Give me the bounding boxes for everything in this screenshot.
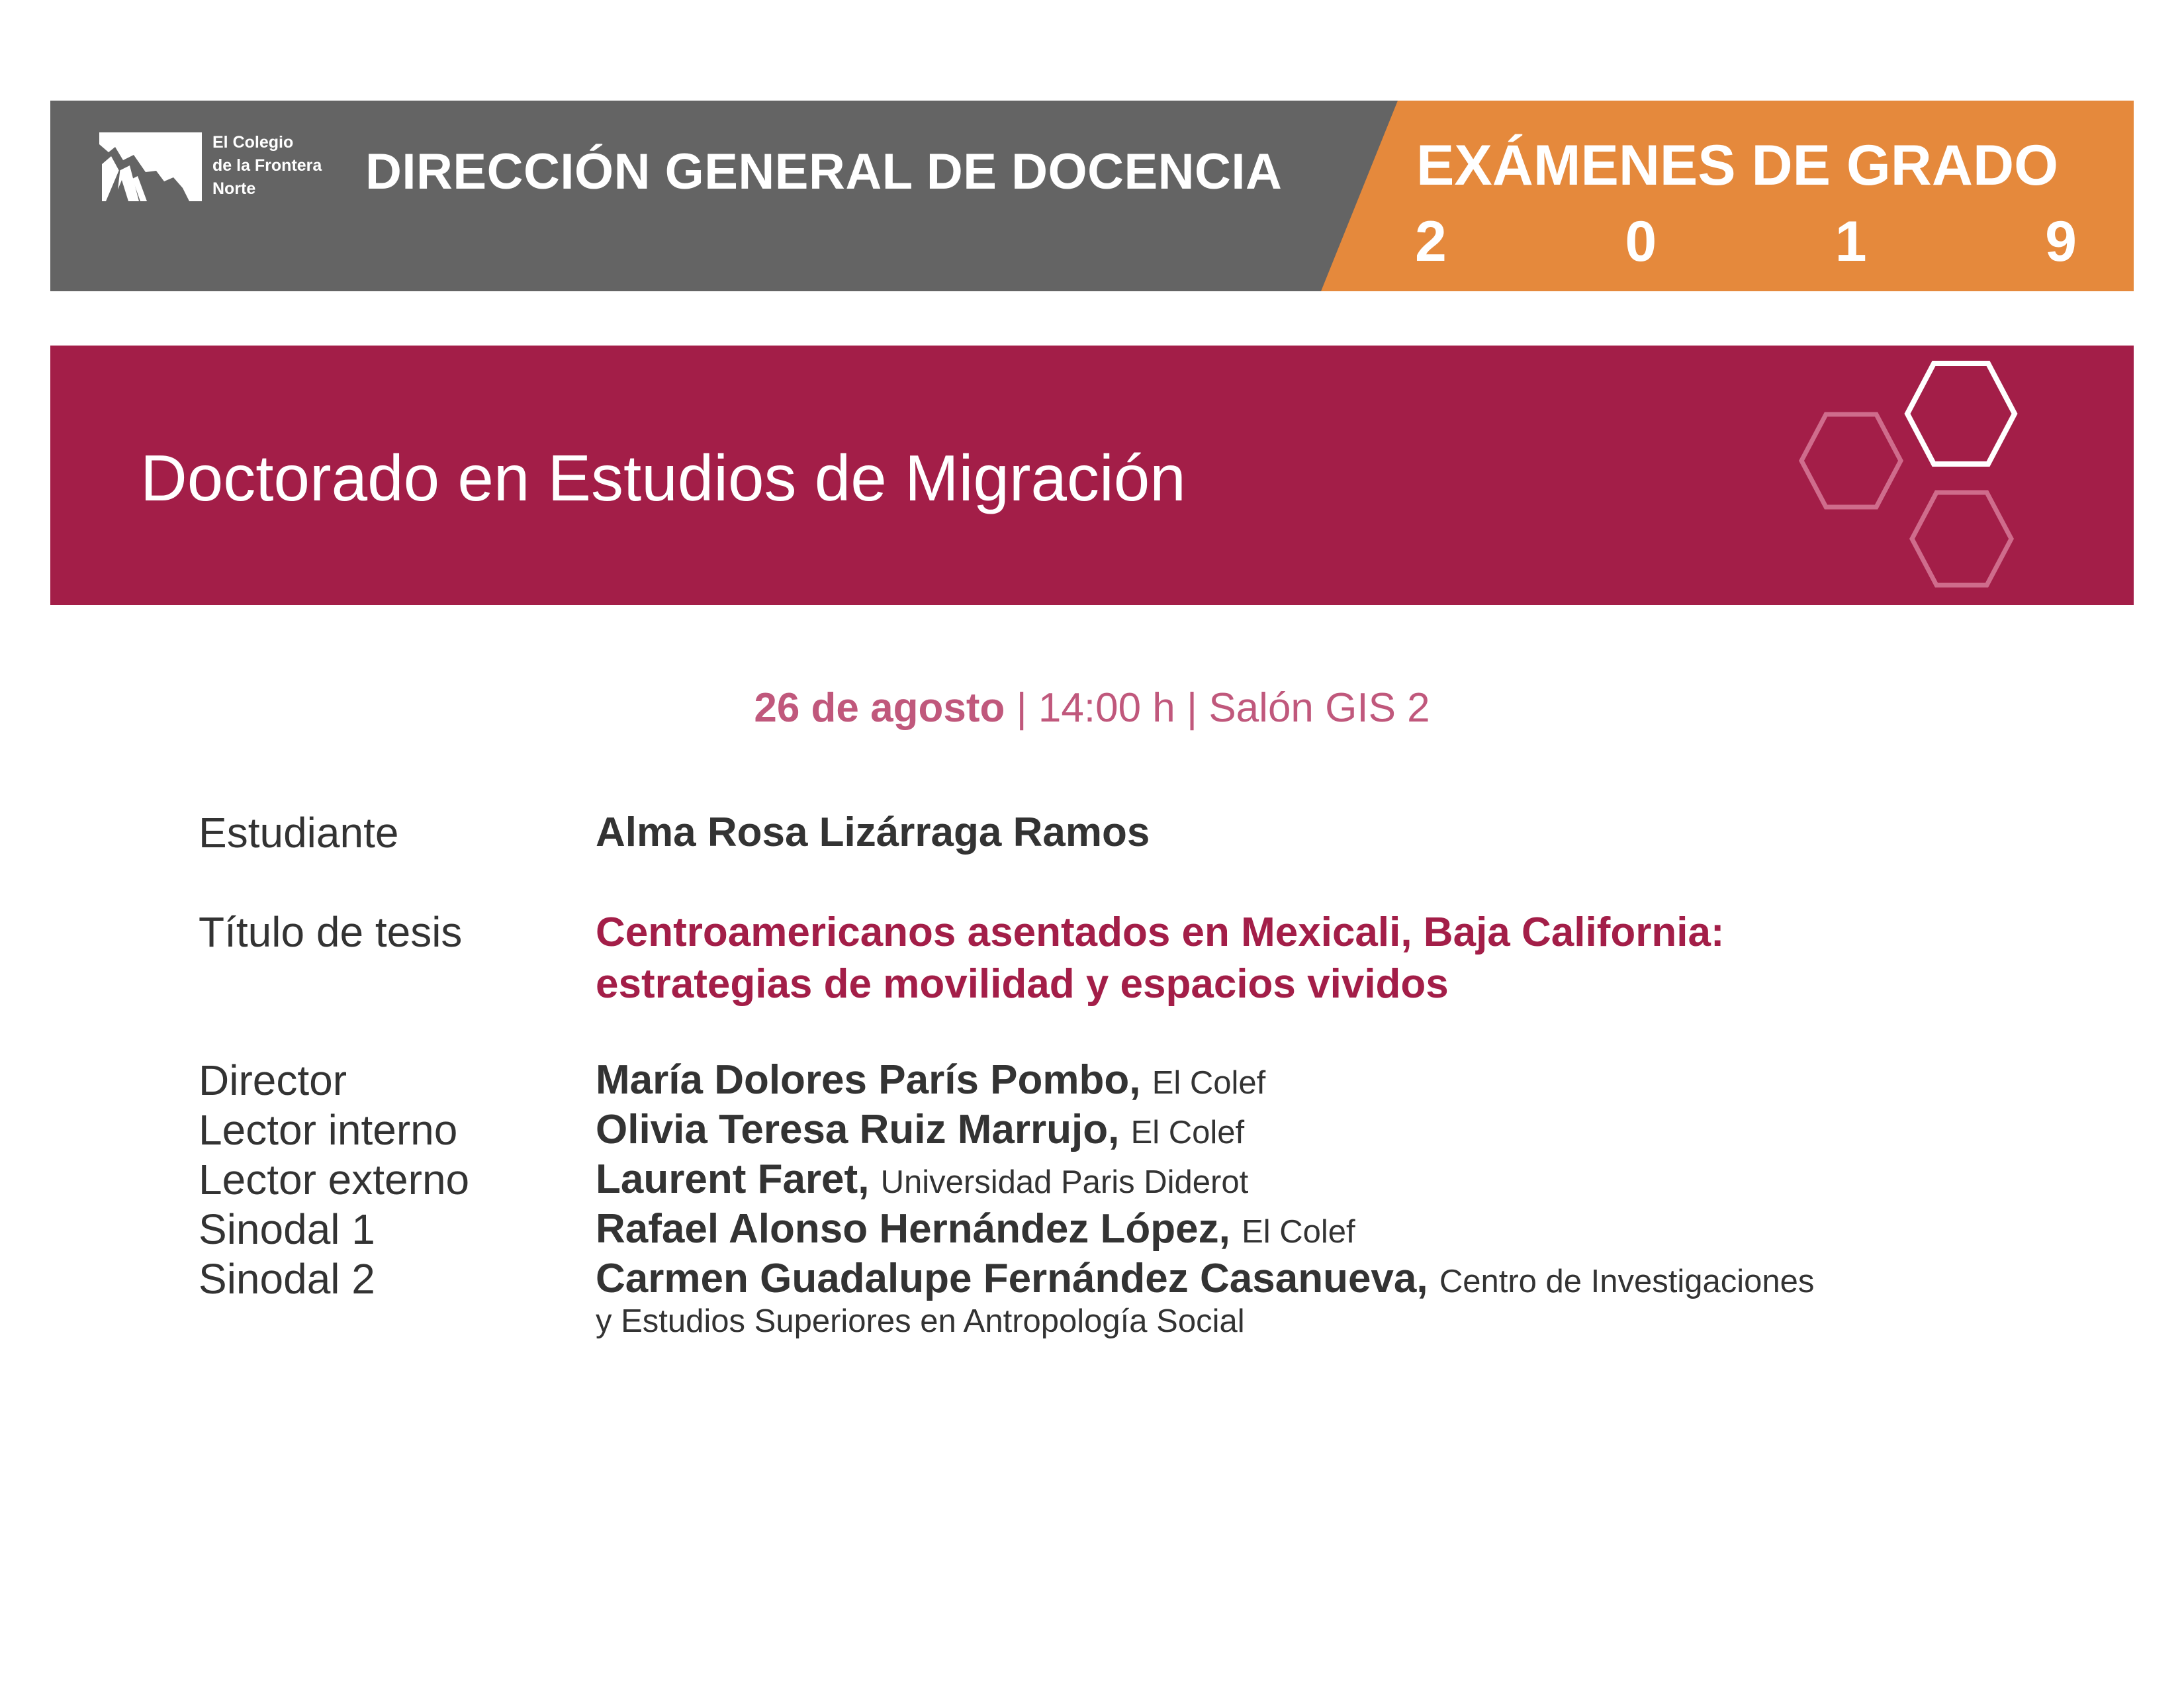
member-institution: El Colef bbox=[1130, 1115, 1245, 1150]
member-institution: Universidad Paris Diderot bbox=[880, 1164, 1249, 1200]
hexagon-outline-icon bbox=[1909, 490, 2014, 588]
committee-member bbox=[596, 1105, 1244, 1158]
committee-member bbox=[596, 1055, 1265, 1108]
member-institution: Centro de Investigaciones bbox=[1439, 1264, 1815, 1299]
committee-member bbox=[596, 1254, 1814, 1307]
thesis-title bbox=[596, 907, 1725, 1010]
logo-line: Norte bbox=[212, 179, 256, 198]
year-digit: 1 bbox=[1835, 210, 1867, 273]
committee-role: Lector interno bbox=[199, 1106, 458, 1154]
student-name: Alma Rosa Lizárraga Ramos bbox=[596, 810, 1150, 855]
member-name: Carmen Guadalupe Fernández Casanueva, bbox=[596, 1256, 1428, 1301]
committee-role: Sinodal 2 bbox=[199, 1255, 375, 1303]
year-digit: 2 bbox=[1415, 210, 1447, 273]
hexagon-outline-icon bbox=[1799, 412, 1903, 510]
thesis-line: estrategias de movilidad y espacios vividos bbox=[596, 961, 1449, 1007]
thesis-label: Título de tesis bbox=[199, 908, 463, 956]
committee-role: Lector externo bbox=[199, 1156, 470, 1203]
member-institution-continued: y Estudios Superiores en Antropología Social bbox=[596, 1303, 1245, 1339]
hexagon-outline-icon bbox=[1904, 360, 2018, 467]
separator: | bbox=[1175, 685, 1209, 731]
committee-role: Director bbox=[199, 1056, 347, 1104]
committee-role: Sinodal 1 bbox=[199, 1205, 375, 1253]
exam-title: EXÁMENES DE GRADO bbox=[1416, 134, 2059, 197]
member-name: Laurent Faret, bbox=[596, 1156, 870, 1202]
thesis-line: Centroamericanos asentados en Mexicali, Baja California: bbox=[596, 910, 1725, 955]
member-name: Olivia Teresa Ruiz Marrujo, bbox=[596, 1107, 1120, 1152]
exam-room: Salón GIS 2 bbox=[1208, 685, 1430, 731]
logo-line: de la Frontera bbox=[212, 156, 322, 175]
program-title: Doctorado en Estudios de Migración bbox=[140, 442, 1186, 514]
colef-logo bbox=[99, 131, 324, 204]
student-label: Estudiante bbox=[199, 809, 399, 857]
exam-time: 14:00 h bbox=[1038, 685, 1175, 731]
member-institution: El Colef bbox=[1152, 1065, 1266, 1101]
member-name: María Dolores París Pombo, bbox=[596, 1057, 1141, 1103]
logo-line: El Colegio bbox=[212, 133, 294, 152]
year-digit: 0 bbox=[1625, 210, 1657, 273]
exam-year bbox=[1415, 209, 2077, 275]
logo-text bbox=[212, 131, 332, 201]
year-digit: 9 bbox=[2045, 210, 2077, 273]
separator: | bbox=[1005, 685, 1038, 731]
department-title: DIRECCIÓN GENERAL DE DOCENCIA bbox=[365, 144, 1283, 200]
committee-member bbox=[596, 1154, 1248, 1207]
committee-member bbox=[596, 1204, 1355, 1257]
exam-date: 26 de agosto bbox=[754, 685, 1005, 731]
mountain-logo-icon bbox=[99, 132, 202, 201]
member-institution: El Colef bbox=[1242, 1214, 1355, 1250]
exam-schedule bbox=[0, 682, 2184, 735]
member-name: Rafael Alonso Hernández López, bbox=[596, 1206, 1230, 1252]
